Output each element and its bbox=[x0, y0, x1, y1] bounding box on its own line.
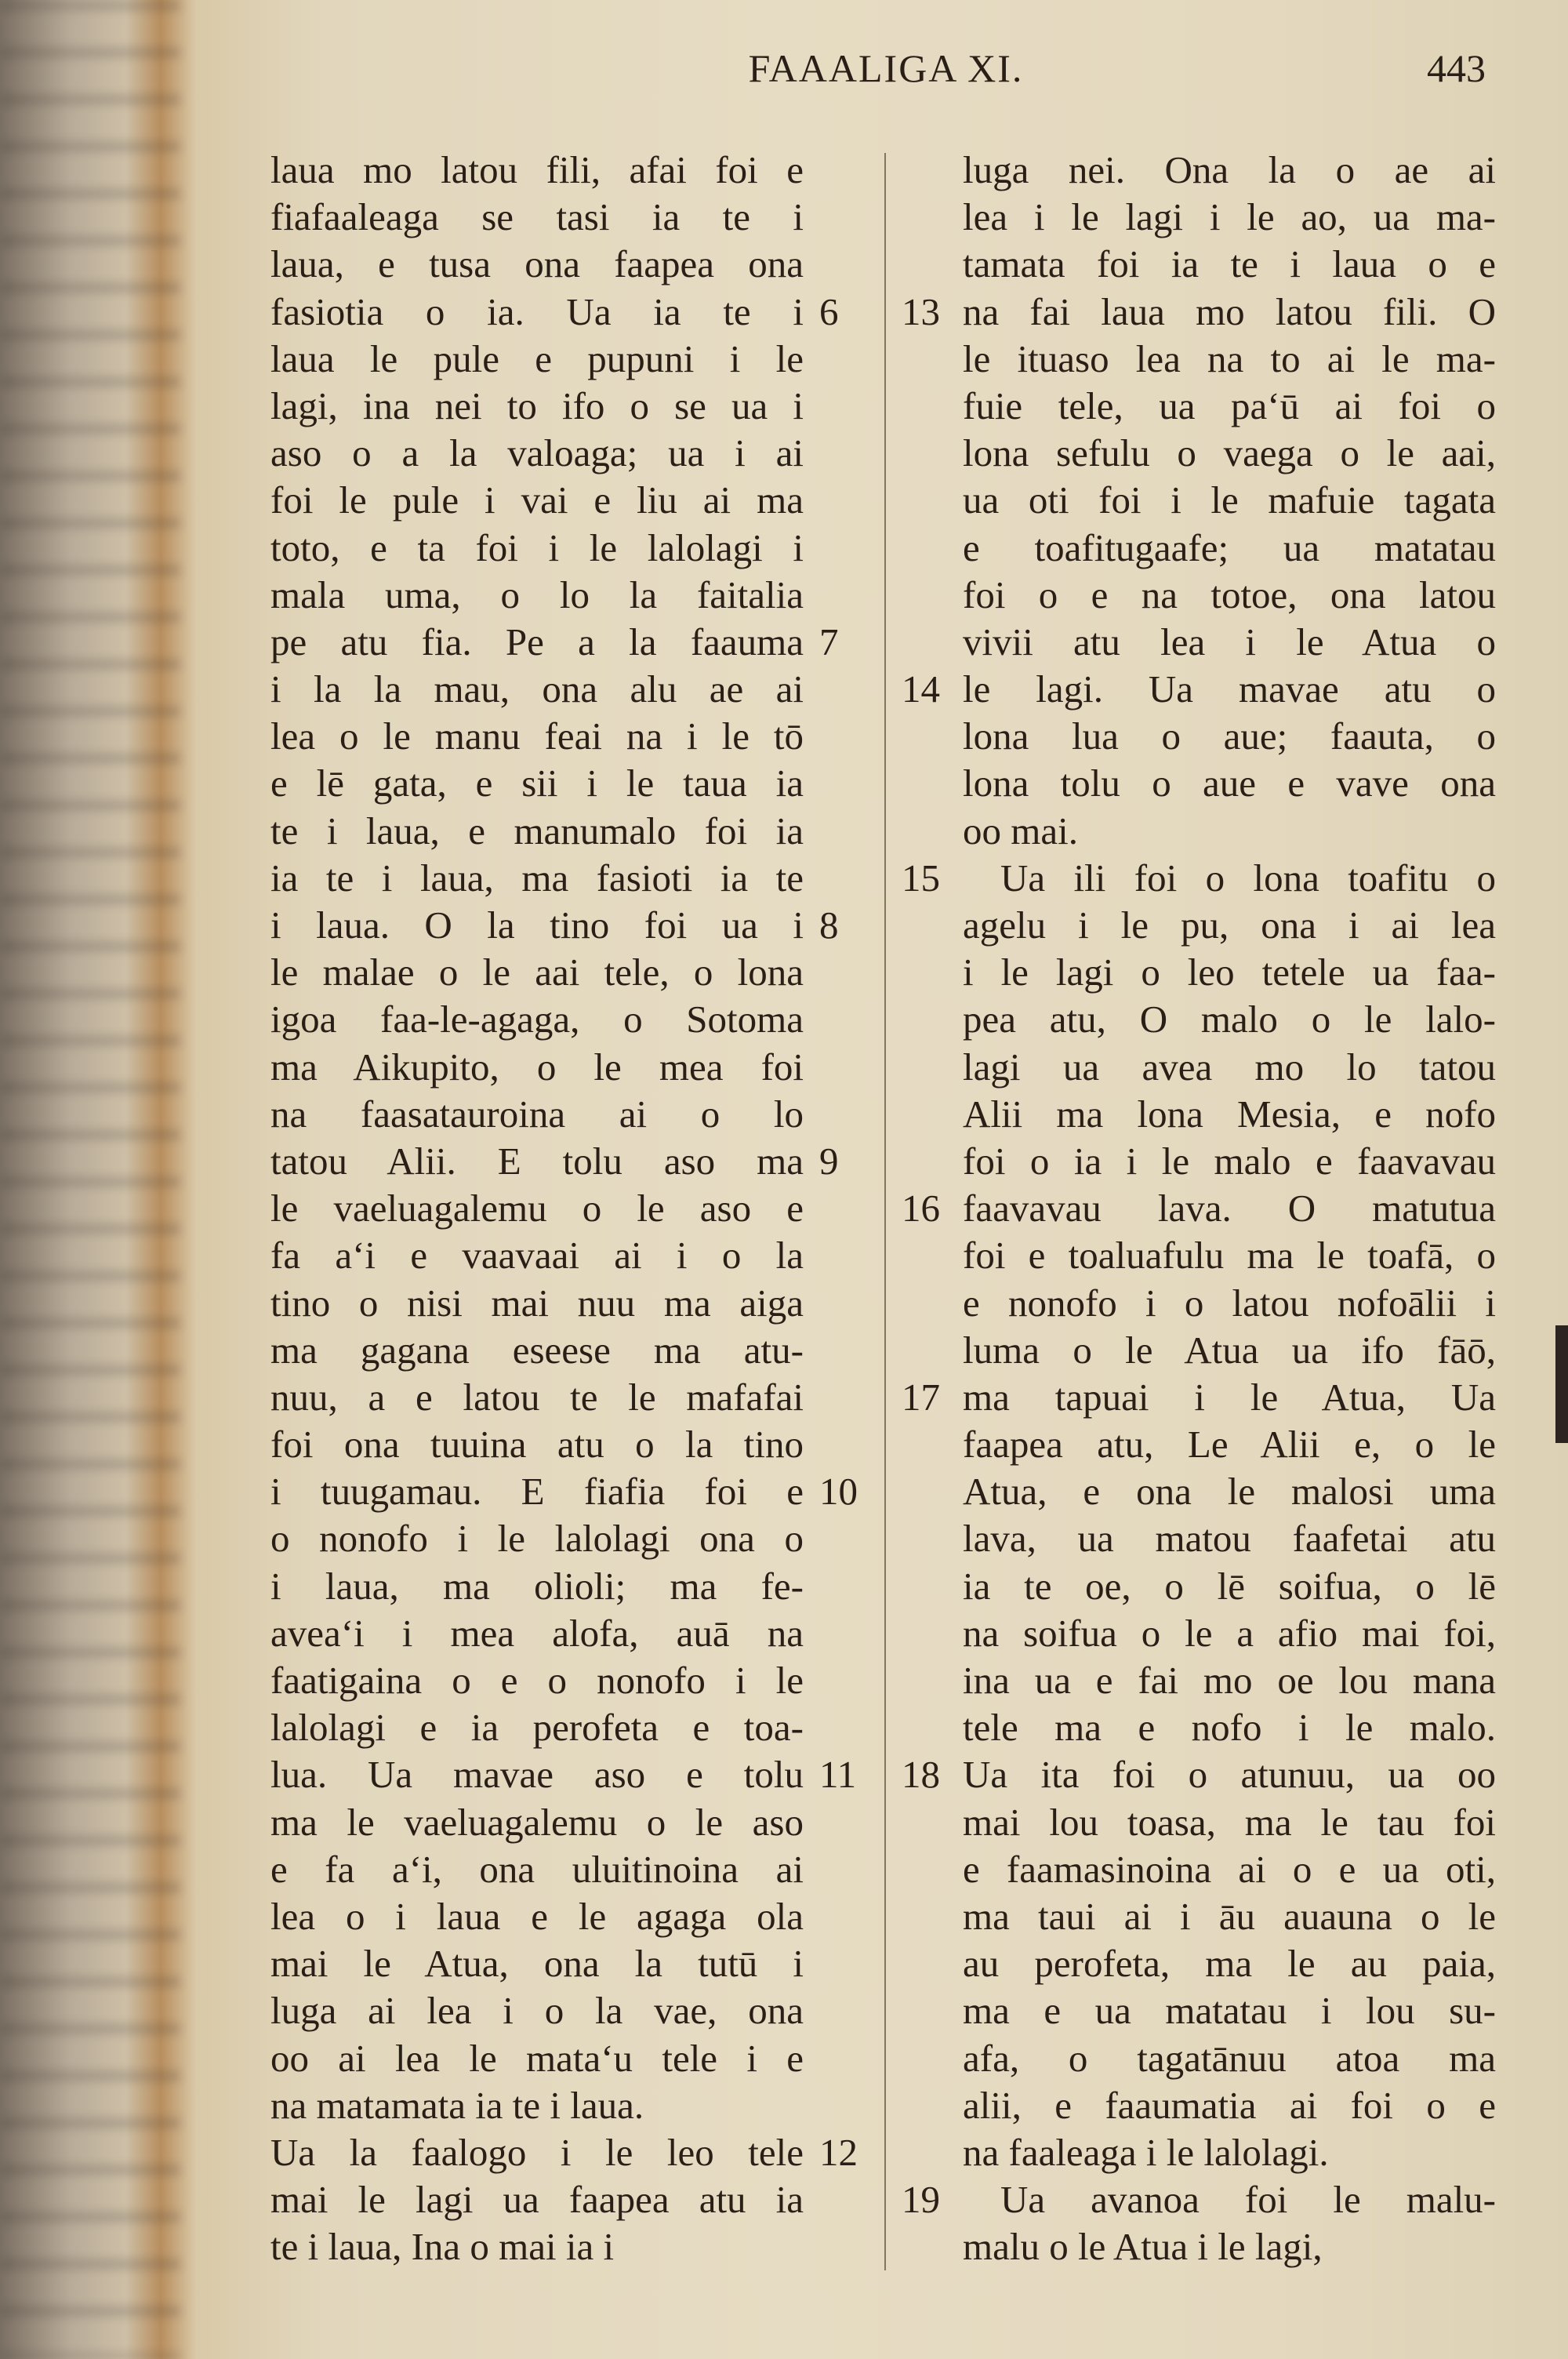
text-line bbox=[270, 525, 804, 572]
text-line bbox=[963, 2082, 1496, 2129]
line-text: na fai laua mo latou fili. O bbox=[963, 289, 1496, 333]
text-line bbox=[270, 1987, 804, 2034]
text-line bbox=[270, 194, 804, 241]
text-line bbox=[270, 1091, 804, 1138]
line-text: lea o i laua e le agaga ola bbox=[270, 1894, 804, 1938]
verse-number: 6 bbox=[819, 289, 839, 333]
line-text: le vaeluagalemu o le aso e bbox=[270, 1187, 804, 1230]
line-text: toto, e ta foi i le lalolagi i bbox=[270, 525, 804, 569]
line-text: na faasatauroina ai o lo bbox=[270, 1092, 804, 1136]
line-text: laua, e tusa ona faapea ona bbox=[270, 242, 804, 286]
text-line bbox=[270, 713, 804, 760]
text-line bbox=[270, 666, 804, 713]
text-line bbox=[270, 1327, 804, 1374]
line-text: au perofeta, ma le au paia, bbox=[963, 1942, 1496, 1986]
text-line bbox=[270, 1280, 804, 1327]
verse-number: 9 bbox=[819, 1139, 839, 1183]
text-line bbox=[963, 760, 1496, 807]
text-line bbox=[963, 1799, 1496, 1846]
line-text: ma e ua matatau i lou su- bbox=[963, 1989, 1496, 2033]
line-text: lea i le lagi i le ao, ua ma- bbox=[963, 195, 1496, 239]
line-text: faavavau lava. O matutua bbox=[963, 1187, 1496, 1230]
line-text: ua oti foi i le mafuie tagata bbox=[963, 478, 1496, 522]
text-line bbox=[963, 1846, 1496, 1893]
line-text: i la la mau, ona alu ae ai bbox=[270, 667, 804, 711]
line-text: Ua la faalogo i le leo tele bbox=[270, 2130, 804, 2174]
line-text: mai le Atua, ona la tutū i bbox=[270, 1942, 804, 1986]
line-text: Ua avanoa foi le malu- bbox=[1000, 2178, 1496, 2222]
text-line bbox=[902, 2176, 1496, 2223]
text-line bbox=[270, 1704, 804, 1751]
verse-number: 15 bbox=[902, 856, 940, 900]
text-line bbox=[963, 525, 1496, 572]
line-text: foi ona tuuina atu o la tino bbox=[270, 1423, 804, 1467]
line-text: le lagi. Ua mavae atu o bbox=[963, 667, 1496, 711]
line-text: ma gagana eseese ma atu- bbox=[270, 1328, 804, 1372]
text-line bbox=[270, 996, 804, 1043]
line-text: fiafaaleaga se tasi ia te i bbox=[270, 195, 804, 239]
text-line bbox=[963, 1987, 1496, 2034]
text-line bbox=[270, 2223, 804, 2270]
line-text: Atua, e ona le malosi uma bbox=[963, 1470, 1496, 1514]
line-text: i tuugamau. E fiafia foi e bbox=[270, 1470, 804, 1514]
text-line bbox=[270, 1893, 804, 1940]
text-line bbox=[902, 666, 1496, 713]
text-line bbox=[270, 1185, 804, 1232]
text-line bbox=[963, 1044, 1496, 1091]
text-line bbox=[963, 1940, 1496, 1987]
line-text: faatigaina o e o nonofo i le bbox=[270, 1659, 804, 1702]
line-text: na matamata ia te i laua. bbox=[270, 2083, 644, 2127]
text-line bbox=[270, 2129, 858, 2176]
text-line bbox=[270, 902, 839, 949]
line-text: fuie tele, ua paʻū ai foi o bbox=[963, 383, 1496, 427]
line-text: faapea atu, Le Alii e, o le bbox=[963, 1423, 1496, 1467]
text-line bbox=[270, 808, 804, 855]
verse-number: 8 bbox=[819, 903, 839, 947]
text-line bbox=[270, 1138, 839, 1185]
line-text: fa aʻi e vaavaai ai i o la bbox=[270, 1234, 804, 1278]
right-column bbox=[902, 147, 1496, 2270]
text-line bbox=[270, 1515, 804, 1562]
line-text: e fa aʻi, ona uluitinoina ai bbox=[270, 1847, 804, 1891]
line-text: mala uma, o lo la faitalia bbox=[270, 572, 804, 616]
column-divider bbox=[884, 153, 886, 2270]
line-text: nuu, a e latou te le mafafai bbox=[270, 1375, 804, 1419]
line-text: fasiotia o ia. Ua ia te i bbox=[270, 289, 804, 333]
verse-number: 10 bbox=[819, 1470, 858, 1514]
line-text: ma le vaeluagalemu o le aso bbox=[270, 1800, 804, 1844]
line-text: laua mo latou fili, afai foi e bbox=[270, 148, 804, 191]
text-line bbox=[270, 1232, 804, 1279]
text-line bbox=[270, 1421, 804, 1468]
line-text: o nonofo i le lalolagi ona o bbox=[270, 1517, 804, 1561]
text-line bbox=[270, 383, 804, 430]
page-number: 443 bbox=[1427, 46, 1486, 90]
text-line bbox=[963, 2035, 1496, 2082]
line-text: ia te oe, o lē soifua, o lē bbox=[963, 1564, 1496, 1608]
line-text: aso o a la valoaga; ua i ai bbox=[270, 431, 804, 475]
line-text: i le lagi o leo tetele ua faa- bbox=[963, 951, 1496, 994]
line-text: tele ma e nofo i le malo. bbox=[963, 1706, 1496, 1750]
text-line bbox=[963, 1091, 1496, 1138]
text-line bbox=[963, 1657, 1496, 1704]
verse-number: 17 bbox=[902, 1375, 940, 1419]
line-text: Ua ita foi o atunuu, ua oo bbox=[963, 1753, 1496, 1797]
text-line bbox=[270, 619, 839, 666]
line-text: ma Aikupito, o le mea foi bbox=[270, 1045, 804, 1089]
line-text: e lē gata, e sii i le taua ia bbox=[270, 761, 804, 805]
line-text: luga ai lea i o la vae, ona bbox=[270, 1989, 804, 2033]
text-line bbox=[963, 383, 1496, 430]
page-edge-tab bbox=[1555, 1325, 1568, 1443]
text-line bbox=[963, 808, 1496, 855]
line-text: afa, o tagatānuu atoa ma bbox=[963, 2036, 1496, 2080]
line-text: ma tapuai i le Atua, Ua bbox=[963, 1375, 1496, 1419]
text-line bbox=[270, 1751, 857, 1798]
text-line bbox=[270, 1563, 804, 1610]
text-line bbox=[270, 760, 804, 807]
line-text: lea o le manu feai na i le tō bbox=[270, 714, 804, 758]
verse-number: 12 bbox=[819, 2130, 858, 2174]
line-text: na faaleaga i le lalolagi. bbox=[963, 2130, 1329, 2174]
line-text: mai le lagi ua faapea atu ia bbox=[270, 2178, 804, 2222]
text-line bbox=[270, 289, 839, 336]
text-line bbox=[902, 1185, 1496, 1232]
line-text: vivii atu lea i le Atua o bbox=[963, 620, 1496, 663]
text-line bbox=[963, 619, 1496, 666]
line-text: ma taui ai i āu auauna o le bbox=[963, 1894, 1496, 1938]
line-text: pea atu, O malo o le lalo- bbox=[963, 998, 1496, 1041]
line-text: foi o ia i le malo e faavavau bbox=[963, 1139, 1496, 1183]
text-line bbox=[963, 1515, 1496, 1562]
text-line bbox=[902, 855, 1496, 902]
text-line bbox=[963, 902, 1496, 949]
line-text: agelu i le pu, ona i ai lea bbox=[963, 903, 1496, 947]
text-line bbox=[963, 430, 1496, 477]
verse-number: 16 bbox=[902, 1187, 940, 1230]
line-text: lagi ua avea mo lo tatou bbox=[963, 1045, 1496, 1089]
text-line bbox=[963, 1610, 1496, 1657]
line-text: te i laua, e manumalo foi ia bbox=[270, 809, 804, 852]
line-text: le malae o le aai tele, o lona bbox=[270, 951, 804, 994]
verse-number: 18 bbox=[902, 1753, 940, 1797]
text-line bbox=[270, 1610, 804, 1657]
line-text: foi le pule i vai e liu ai ma bbox=[270, 478, 804, 522]
text-line bbox=[963, 713, 1496, 760]
opposite-page-shadow bbox=[0, 0, 180, 2359]
line-text: malu o le Atua i le lagi, bbox=[963, 2225, 1323, 2269]
text-line bbox=[270, 430, 804, 477]
line-text: oo mai. bbox=[963, 809, 1078, 852]
text-line bbox=[963, 572, 1496, 619]
running-header bbox=[0, 45, 1568, 100]
text-line bbox=[270, 1468, 858, 1515]
line-text: ina ua e fai mo oe lou mana bbox=[963, 1659, 1496, 1702]
text-line bbox=[270, 949, 804, 996]
running-title: FAAALIGA XI. bbox=[748, 46, 1024, 90]
line-text: e toafitugaafe; ua matatau bbox=[963, 525, 1496, 569]
text-line bbox=[270, 2176, 804, 2223]
text-line bbox=[963, 1704, 1496, 1751]
line-text: ia te i laua, ma fasioti ia te bbox=[270, 856, 804, 900]
line-text: e faamasinoina ai o e ua oti, bbox=[963, 1847, 1496, 1891]
text-line bbox=[270, 147, 804, 194]
text-line bbox=[270, 1657, 804, 1704]
line-text: i laua, ma olioli; ma fe- bbox=[270, 1564, 804, 1608]
text-line bbox=[963, 2223, 1496, 2270]
verse-number: 13 bbox=[902, 289, 940, 333]
line-text: i laua. O la tino foi ua i bbox=[270, 903, 804, 947]
line-text: igoa faa-le-agaga, o Sotoma bbox=[270, 998, 804, 1041]
line-text: le ituaso lea na to ai le ma- bbox=[963, 336, 1496, 380]
text-line bbox=[270, 2082, 804, 2129]
text-line bbox=[270, 241, 804, 288]
line-text: lua. Ua mavae aso e tolu bbox=[270, 1753, 804, 1797]
line-text: lava, ua matou faafetai atu bbox=[963, 1517, 1496, 1561]
text-line bbox=[963, 336, 1496, 383]
text-line bbox=[963, 1421, 1496, 1468]
verse-number: 19 bbox=[902, 2178, 940, 2222]
text-line bbox=[270, 855, 804, 902]
text-line bbox=[963, 1563, 1496, 1610]
text-line bbox=[902, 1374, 1496, 1421]
text-line bbox=[270, 1044, 804, 1091]
line-text: tino o nisi mai nuu ma aiga bbox=[270, 1281, 804, 1325]
text-line bbox=[270, 477, 804, 524]
text-line bbox=[963, 241, 1496, 288]
line-text: lona lua o aue; faauta, o bbox=[963, 714, 1496, 758]
text-line bbox=[270, 1374, 804, 1421]
line-text: luga nei. Ona la o ae ai bbox=[963, 148, 1496, 191]
text-line bbox=[963, 1280, 1496, 1327]
text-line bbox=[270, 572, 804, 619]
line-text: tamata foi ia te i laua o e bbox=[963, 242, 1496, 286]
line-text: foi o e na totoe, ona latou bbox=[963, 572, 1496, 616]
left-column bbox=[270, 147, 858, 2270]
line-text: lagi, ina nei to ifo o se ua i bbox=[270, 383, 804, 427]
line-text: foi e toaluafulu ma le toafā, o bbox=[963, 1234, 1496, 1278]
text-line bbox=[270, 336, 804, 383]
text-line bbox=[963, 1327, 1496, 1374]
verse-number: 11 bbox=[819, 1753, 857, 1797]
text-line bbox=[963, 2129, 1496, 2176]
text-line bbox=[270, 1846, 804, 1893]
line-text: lona sefulu o vaega o le aai, bbox=[963, 431, 1496, 475]
text-line bbox=[963, 477, 1496, 524]
text-line bbox=[963, 1893, 1496, 1940]
line-text: Alii ma lona Mesia, e nofo bbox=[963, 1092, 1496, 1136]
text-line bbox=[270, 2035, 804, 2082]
text-line bbox=[963, 194, 1496, 241]
text-line bbox=[963, 1232, 1496, 1279]
line-text: oo ai lea le mataʻu tele i e bbox=[270, 2036, 804, 2080]
line-text: tatou Alii. E tolu aso ma bbox=[270, 1139, 804, 1183]
line-text: Ua ili foi o lona toafitu o bbox=[1000, 856, 1496, 900]
text-line bbox=[963, 949, 1496, 996]
text-line bbox=[270, 1799, 804, 1846]
line-text: aveaʻi i mea alofa, auā na bbox=[270, 1611, 804, 1655]
line-text: te i laua, Ina o mai ia i bbox=[270, 2225, 615, 2269]
text-line bbox=[902, 289, 1496, 336]
line-text: na soifua o le a afio mai foi, bbox=[963, 1611, 1496, 1655]
line-text: mai lou toasa, ma le tau foi bbox=[963, 1800, 1496, 1844]
line-text: lalolagi e ia perofeta e toa- bbox=[270, 1706, 804, 1750]
line-text: lona tolu o aue e vave ona bbox=[963, 761, 1496, 805]
text-line bbox=[963, 1138, 1496, 1185]
text-line bbox=[902, 1751, 1496, 1798]
line-text: laua le pule e pupuni i le bbox=[270, 336, 804, 380]
line-text: alii, e faaumatia ai foi o e bbox=[963, 2083, 1496, 2127]
verse-number: 14 bbox=[902, 667, 940, 711]
text-line bbox=[963, 996, 1496, 1043]
text-line bbox=[963, 147, 1496, 194]
text-line bbox=[270, 1940, 804, 1987]
line-text: pe atu fia. Pe a la faauma bbox=[270, 620, 804, 663]
line-text: e nonofo i o latou nofoālii i bbox=[963, 1281, 1496, 1325]
verse-number: 7 bbox=[819, 620, 839, 663]
line-text: luma o le Atua ua ifo fāō, bbox=[963, 1328, 1496, 1372]
text-line bbox=[963, 1468, 1496, 1515]
